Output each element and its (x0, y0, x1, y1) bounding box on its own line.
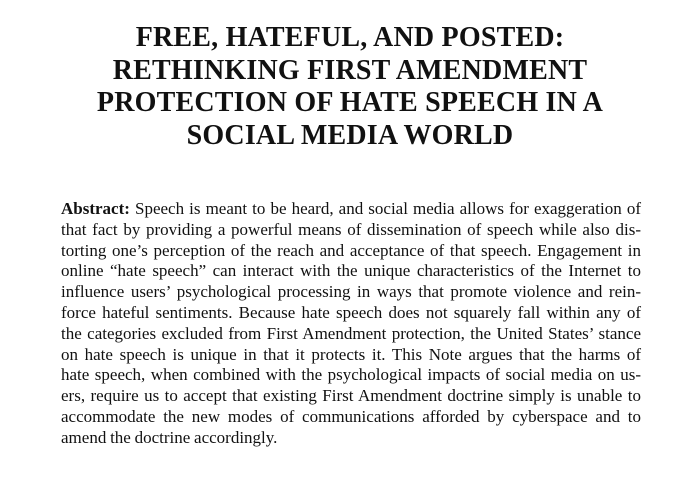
title-line: RETHINKING FIRST AMENDMENT (112, 54, 588, 86)
abstract (61, 199, 641, 449)
title-line: SOCIAL MEDIA WORLD (186, 119, 514, 151)
abstract-line: accommodate the new modes of communications afforded by cyberspace and to (61, 406, 641, 426)
abstract-line: hate speech, when combined with the psychological impacts of social media on us- (61, 365, 641, 385)
abstract-line: the categories excluded from First Amendment protection, the United States’ stance (61, 323, 641, 343)
abstract-line: influence users’ psychological processing in ways that promote violence and rein- (61, 282, 641, 302)
title-line: FREE, HATEFUL, AND POSTED: (135, 22, 565, 53)
abstract-text: Speech is meant to be heard, and social media allows for exaggeration of (129, 199, 641, 218)
abstract-line: ers, require us to accept that existing First Amendment doctrine simply is unable to (61, 386, 641, 406)
abstract-line (61, 199, 641, 220)
abstract-line: that fact by providing a powerful means of dissemination of speech while also dis- (61, 219, 641, 239)
title-line: PROTECTION OF HATE SPEECH IN A (96, 87, 604, 118)
abstract-line: torting one’s perception of the reach and acceptance of that speech. Engagement in (61, 240, 641, 260)
abstract-line: on hate speech is unique in that it protects it. This Note argues that the harms of (61, 344, 641, 364)
paper-title (40, 22, 660, 152)
abstract-label: Abstract: (61, 199, 130, 218)
abstract-line: online “hate speech” can interact with the unique characteristics of the Internet to (61, 261, 641, 281)
abstract-line: force hateful sentiments. Because hate speech does not squarely fall within any of (61, 302, 641, 322)
abstract-line: amend the doctrine accordingly. (61, 427, 278, 447)
